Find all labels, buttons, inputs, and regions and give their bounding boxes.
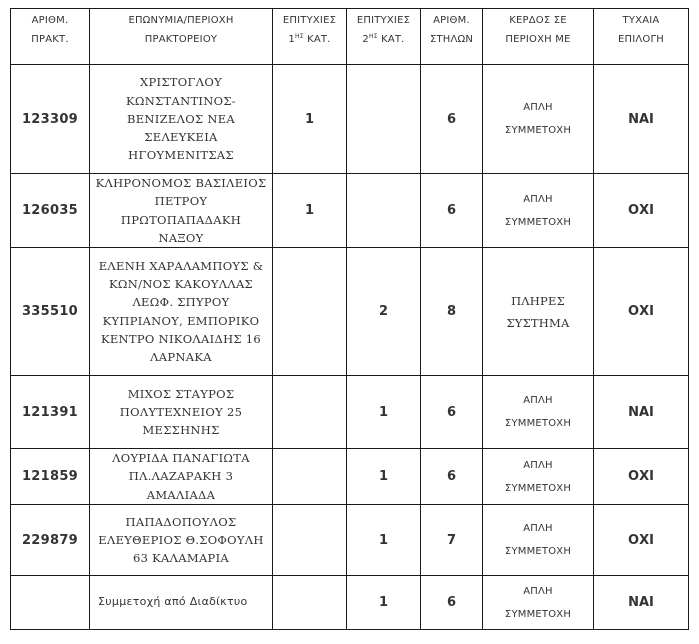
columns-count: 6 [421,174,483,248]
profit-line: ΣΥΜΜΕΤΟΧΗ [504,546,572,558]
first-category-wins: 1 [273,174,347,248]
columns-count: 6 [421,65,483,174]
agency-name-line: Συμμετοχή από Διαδίκτυο [98,595,248,609]
second-category-wins: 1 [347,376,421,449]
table-row [11,65,689,174]
profit-line: ΣΥΜΜΕΤΟΧΗ [504,216,572,228]
columns-count: 6 [421,576,483,630]
columns-count: 7 [421,505,483,576]
columns-count: 6 [421,376,483,449]
header-second-sup: ΗΣ [368,33,378,40]
header-random-line: ΕΠΙΛΟΓΗ [618,34,664,45]
header-first-line: ΕΠΙΤΥΧΙΕΣ [282,15,337,26]
random-pick: ΟΧΙ [594,505,689,576]
agency-name-line: ΚΛΗΡΟΝΟΜΟΣ ΒΑΣΙΛΕΙΟΣ [95,176,267,190]
second-category-wins: 1 [347,576,421,630]
random-pick: ΝΑΙ [594,576,689,630]
first-category-wins: 1 [273,65,347,174]
random-pick: ΟΧΙ [594,174,689,248]
agency-name-line: ΛΕΩΦ. ΣΠΥΡΟΥ [132,295,230,310]
profit-type [483,65,594,174]
first-category-wins [273,376,347,449]
second-category-wins: 1 [347,505,421,576]
agency-code: 123309 [11,65,90,174]
header-code [11,9,90,65]
agency-name-line: ΠΕΤΡΟΥ ΠΡΩΤΟΠΑΠΑΔΑΚΗ [120,194,242,227]
agency-name-line: ΜΙΧΟΣ ΣΤΑΥΡΟΣ [127,386,235,401]
first-category-wins [273,248,347,376]
agency-name [90,449,273,505]
profit-line: ΣΥΜΜΕΤΟΧΗ [504,608,572,620]
profit-type [483,505,594,576]
random-pick: ΝΑΙ [594,65,689,174]
agency-name [90,505,273,576]
header-row [11,9,689,65]
agency-name-line: ΠΟΛΥΤΕΧΝΕΙΟΥ 25 [119,405,243,420]
header-agent [90,9,273,65]
header-first-suffix: ΚΑΤ. [303,34,331,45]
table-row [11,248,689,376]
header-second-suffix: ΚΑΤ. [377,34,405,45]
columns-count: 8 [421,248,483,376]
agency-name-line: ΕΛΕΥΘΕΡΙΟΣ Θ.ΣΟΦΟΥΛΗ [98,532,264,547]
random-pick: ΝΑΙ [594,376,689,449]
profit-line: ΑΠΛΗ [523,459,553,471]
table-row [11,376,689,449]
table-row [11,174,689,248]
agency-code: 335510 [11,248,90,376]
random-pick: ΟΧΙ [594,449,689,505]
profit-line: ΑΠΛΗ [523,395,553,407]
agency-name-line: ΠΛ.ΛΑΖΑΡΑΚΗ 3 ΑΜΑΛΙΑΔΑ [128,469,234,502]
header-columns-line: ΣΤΗΛΩΝ [429,34,474,45]
profit-line: ΑΠΛΗ [523,523,553,535]
agency-name-line: 63 ΚΑΛΑΜΑΡΙΑ [132,551,230,566]
agency-name [90,248,273,376]
table-row [11,505,689,576]
header-profit-line: ΠΕΡΙΟΧΗ ΜΕ [505,34,571,45]
first-category-wins [273,505,347,576]
header-first-sup: ΗΣ [294,33,304,40]
profit-type [483,576,594,630]
agency-name-line: ΛΑΡΝΑΚΑ [150,350,212,365]
agency-name-line: ΚΕΝΤΡΟ ΝΙΚΟΛΑΙΔΗΣ 16 [100,331,262,346]
header-columns-line: ΑΡΙΘΜ. [433,15,470,26]
header-second-ordinal [350,30,417,49]
agency-name-line: ΚΩΝΣΤΑΝΤΙΝΟΣ- [126,93,236,108]
second-category-wins [347,65,421,174]
agency-name-line: ΠΑΠΑΔΟΠΟΥΛΟΣ [125,514,237,529]
profit-line: ΣΥΣΤΗΜΑ [506,315,570,330]
agency-name-line: ΚΥΠΡΙΑΝΟΥ, ΕΜΠΟΡΙΚΟ [102,313,260,328]
agency-name-line: ΧΡΙΣΤΟΓΛΟΥ [139,75,222,90]
table-row [11,449,689,505]
header-agent-line: ΕΠΩΝΥΜΙΑ/ΠΕΡΙΟΧΗ [128,15,234,26]
agency-name [90,376,273,449]
header-first-num: 1 [288,34,295,45]
header-profit [483,9,594,65]
profit-line: ΑΠΛΗ [523,193,553,205]
second-category-wins: 2 [347,248,421,376]
profit-line: ΣΥΜΜΕΤΟΧΗ [504,418,572,430]
agency-name [90,65,273,174]
agency-name-line: ΚΩΝ/ΝΟΣ ΚΑΚΟΥΛΛΑΣ [109,277,253,292]
random-pick: ΟΧΙ [594,248,689,376]
header-second-category [347,9,421,65]
header-random [594,9,689,65]
columns-count: 6 [421,449,483,505]
header-code-line: ΑΡΙΘΜ. [31,15,69,26]
first-category-wins [273,449,347,505]
header-second-num: 2 [362,34,369,45]
agency-name [90,174,273,248]
profit-line: ΣΥΜΜΕΤΟΧΗ [504,125,572,136]
profit-type [483,449,594,505]
agency-name-line: ΗΓΟΥΜΕΝΙΤΣΑΣ [128,148,234,163]
header-random-line: ΤΥΧΑΙΑ [622,15,660,26]
table-row [11,576,689,630]
first-category-wins [273,576,347,630]
agency-name-line: ΜΕΣΣΗΝΗΣ [142,423,220,438]
profit-line: ΠΛΗΡΕΣ [511,293,565,308]
agency-code: 229879 [11,505,90,576]
agency-code: 126035 [11,174,90,248]
second-category-wins: 1 [347,449,421,505]
header-profit-line: ΚΕΡΔΟΣ ΣΕ [509,15,567,26]
header-first-ordinal [276,30,343,49]
profit-line: ΑΠΛΗ [523,585,553,597]
profit-type [483,376,594,449]
agency-name-line: ΕΛΕΝΗ ΧΑΡΑΛΑΜΠΟΥΣ & [98,258,264,273]
agency-code: 121391 [11,376,90,449]
agency-code [11,576,90,630]
agency-code: 121859 [11,449,90,505]
profit-line: ΑΠΛΗ [523,102,553,113]
header-first-category [273,9,347,65]
header-second-line: ΕΠΙΤΥΧΙΕΣ [356,15,411,26]
profit-type [483,248,594,376]
winners-table [10,8,689,630]
header-code-line: ΠΡΑΚΤ. [31,34,69,45]
agency-name-line: ΣΕΛΕΥΚΕΙΑ [144,130,218,145]
agency-name [90,576,273,630]
profit-line: ΣΥΜΜΕΤΟΧΗ [504,482,572,494]
profit-type [483,174,594,248]
header-columns [421,9,483,65]
agency-name-line: ΝΑΞΟΥ [158,230,204,245]
header-agent-line: ΠΡΑΚΤΟΡΕΙΟΥ [144,34,218,45]
second-category-wins [347,174,421,248]
agency-name-line: ΒΕΝΙΖΕΛΟΣ ΝΕΑ [126,111,236,126]
agency-name-line: ΛΟΥΡΙΔΑ ΠΑΝΑΓΙΩΤΑ [112,451,250,466]
